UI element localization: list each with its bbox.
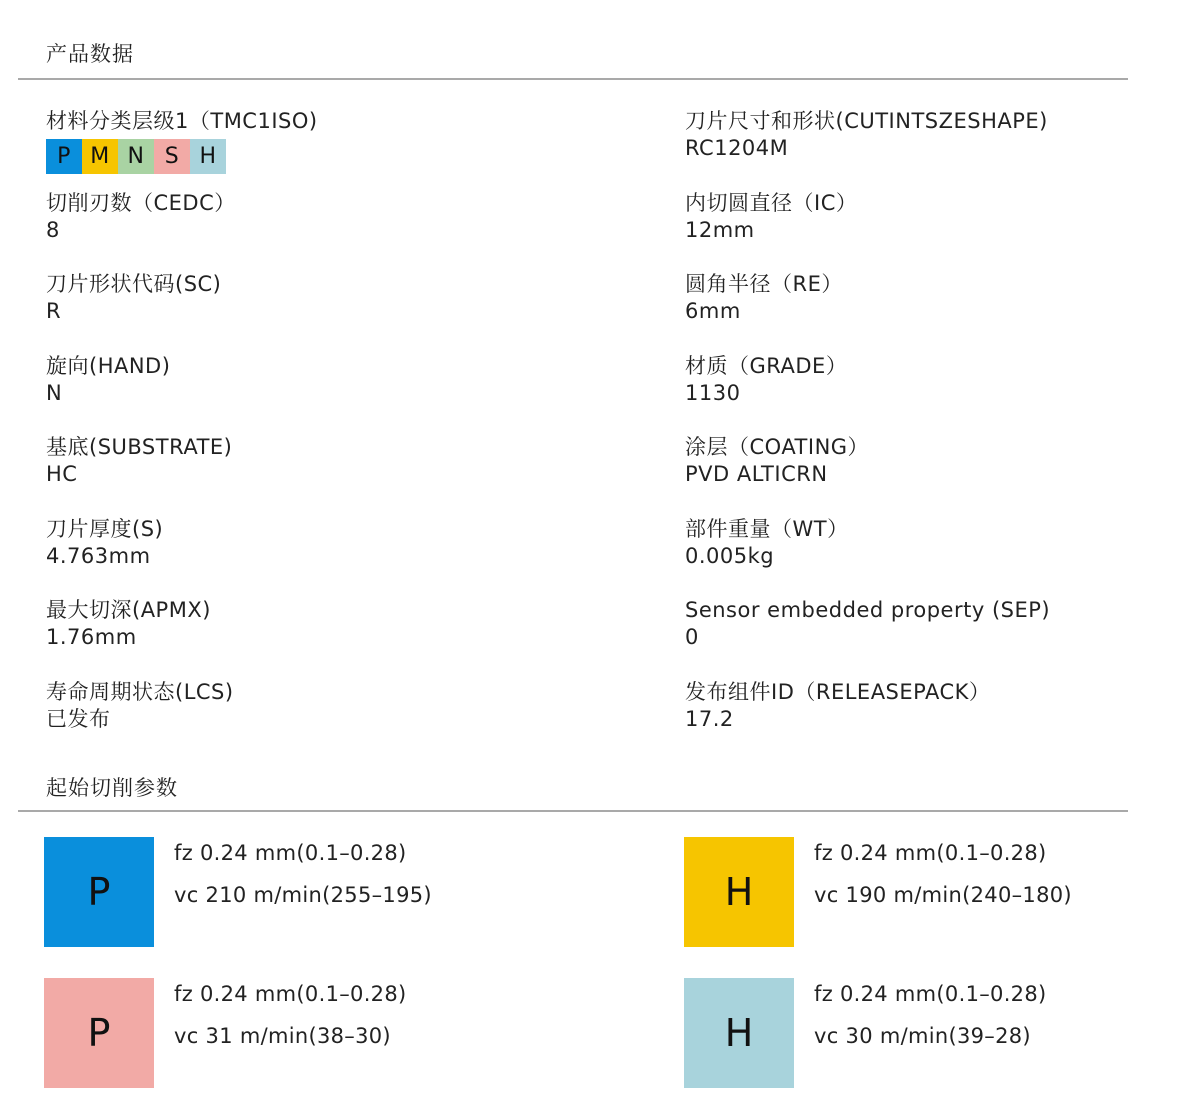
field-re [685, 271, 843, 325]
field-label: 刀片厚度(S) [46, 517, 164, 541]
cutting-params-divider [18, 810, 1128, 812]
feed-value: fz 0.24 mm(0.1–0.28) [174, 982, 407, 1006]
iso-cell-n: N [118, 139, 154, 174]
speed-value: vc 31 m/min(38–30) [174, 1024, 391, 1048]
iso-square-p: P [44, 837, 154, 947]
field-grade [685, 353, 847, 407]
field-ic [685, 190, 857, 244]
iso-square-h: H [684, 978, 794, 1088]
field-label: 部件重量（WT） [685, 517, 849, 541]
field-label: 材质（GRADE） [685, 354, 848, 378]
field-value: HC [46, 462, 78, 486]
field-releasepack [685, 679, 990, 733]
speed-value: vc 190 m/min(240–180) [814, 883, 1072, 907]
product-data-title: 产品数据 [46, 42, 134, 66]
field-label: 寿命周期状态(LCS) [46, 680, 234, 704]
field-value: 12mm [685, 218, 755, 242]
field-cutintszeshape [685, 108, 1048, 162]
field-value: 1.76mm [46, 625, 137, 649]
field-value: 8 [46, 218, 60, 242]
feed-value: fz 0.24 mm(0.1–0.28) [174, 841, 407, 865]
field-label: 刀片形状代码(SC) [46, 272, 222, 296]
field-label: 圆角半径（RE） [685, 272, 843, 296]
iso-cell-p: P [46, 139, 82, 174]
field-label: 最大切深(APMX) [46, 598, 211, 622]
field-value: 0.005kg [685, 544, 775, 568]
field-substrate [46, 434, 232, 488]
field-value: 4.763mm [46, 544, 151, 568]
field-value: PVD ALTICRN [685, 462, 828, 486]
iso-material-strip [46, 139, 318, 174]
speed-value: vc 210 m/min(255–195) [174, 883, 432, 907]
field-value: 0 [685, 625, 699, 649]
field-value: 已发布 [46, 707, 111, 731]
field-tmc1iso [46, 108, 318, 174]
field-label: 内切圆直径（IC） [685, 191, 858, 215]
field-sc [46, 271, 221, 325]
field-label: 切削刃数（CEDC） [46, 191, 236, 215]
field-label: 材料分类层级1（TMC1ISO) [46, 109, 318, 133]
field-value: 6mm [685, 299, 741, 323]
field-value: 17.2 [685, 707, 734, 731]
field-label: Sensor embedded property (SEP) [685, 598, 1051, 622]
feed-value: fz 0.24 mm(0.1–0.28) [814, 982, 1047, 1006]
field-label: 基底(SUBSTRATE) [46, 435, 233, 459]
iso-square-h: H [684, 837, 794, 947]
field-value: RC1204M [685, 136, 789, 160]
field-lcs [46, 679, 234, 733]
field-hand [46, 353, 170, 407]
iso-cell-s: S [154, 139, 190, 174]
iso-square-p: P [44, 978, 154, 1088]
field-label: 刀片尺寸和形状(CUTINTSZESHAPE) [685, 109, 1048, 133]
iso-cell-m: M [82, 139, 118, 174]
field-s [46, 516, 163, 570]
field-value: N [46, 381, 63, 405]
field-value: 1130 [685, 381, 741, 405]
field-wt [685, 516, 849, 570]
field-cedc [46, 190, 236, 244]
field-sep [685, 597, 1050, 651]
iso-cell-h: H [190, 139, 226, 174]
field-value: R [46, 299, 62, 323]
product-data-divider [18, 78, 1128, 80]
field-label: 涂层（COATING） [685, 435, 870, 459]
field-apmx [46, 597, 211, 651]
cutting-params-title: 起始切削参数 [46, 776, 178, 800]
speed-value: vc 30 m/min(39–28) [814, 1024, 1031, 1048]
field-label: 发布组件ID（RELEASEPACK） [685, 680, 991, 704]
feed-value: fz 0.24 mm(0.1–0.28) [814, 841, 1047, 865]
field-label: 旋向(HAND) [46, 354, 171, 378]
field-coating [685, 434, 869, 488]
